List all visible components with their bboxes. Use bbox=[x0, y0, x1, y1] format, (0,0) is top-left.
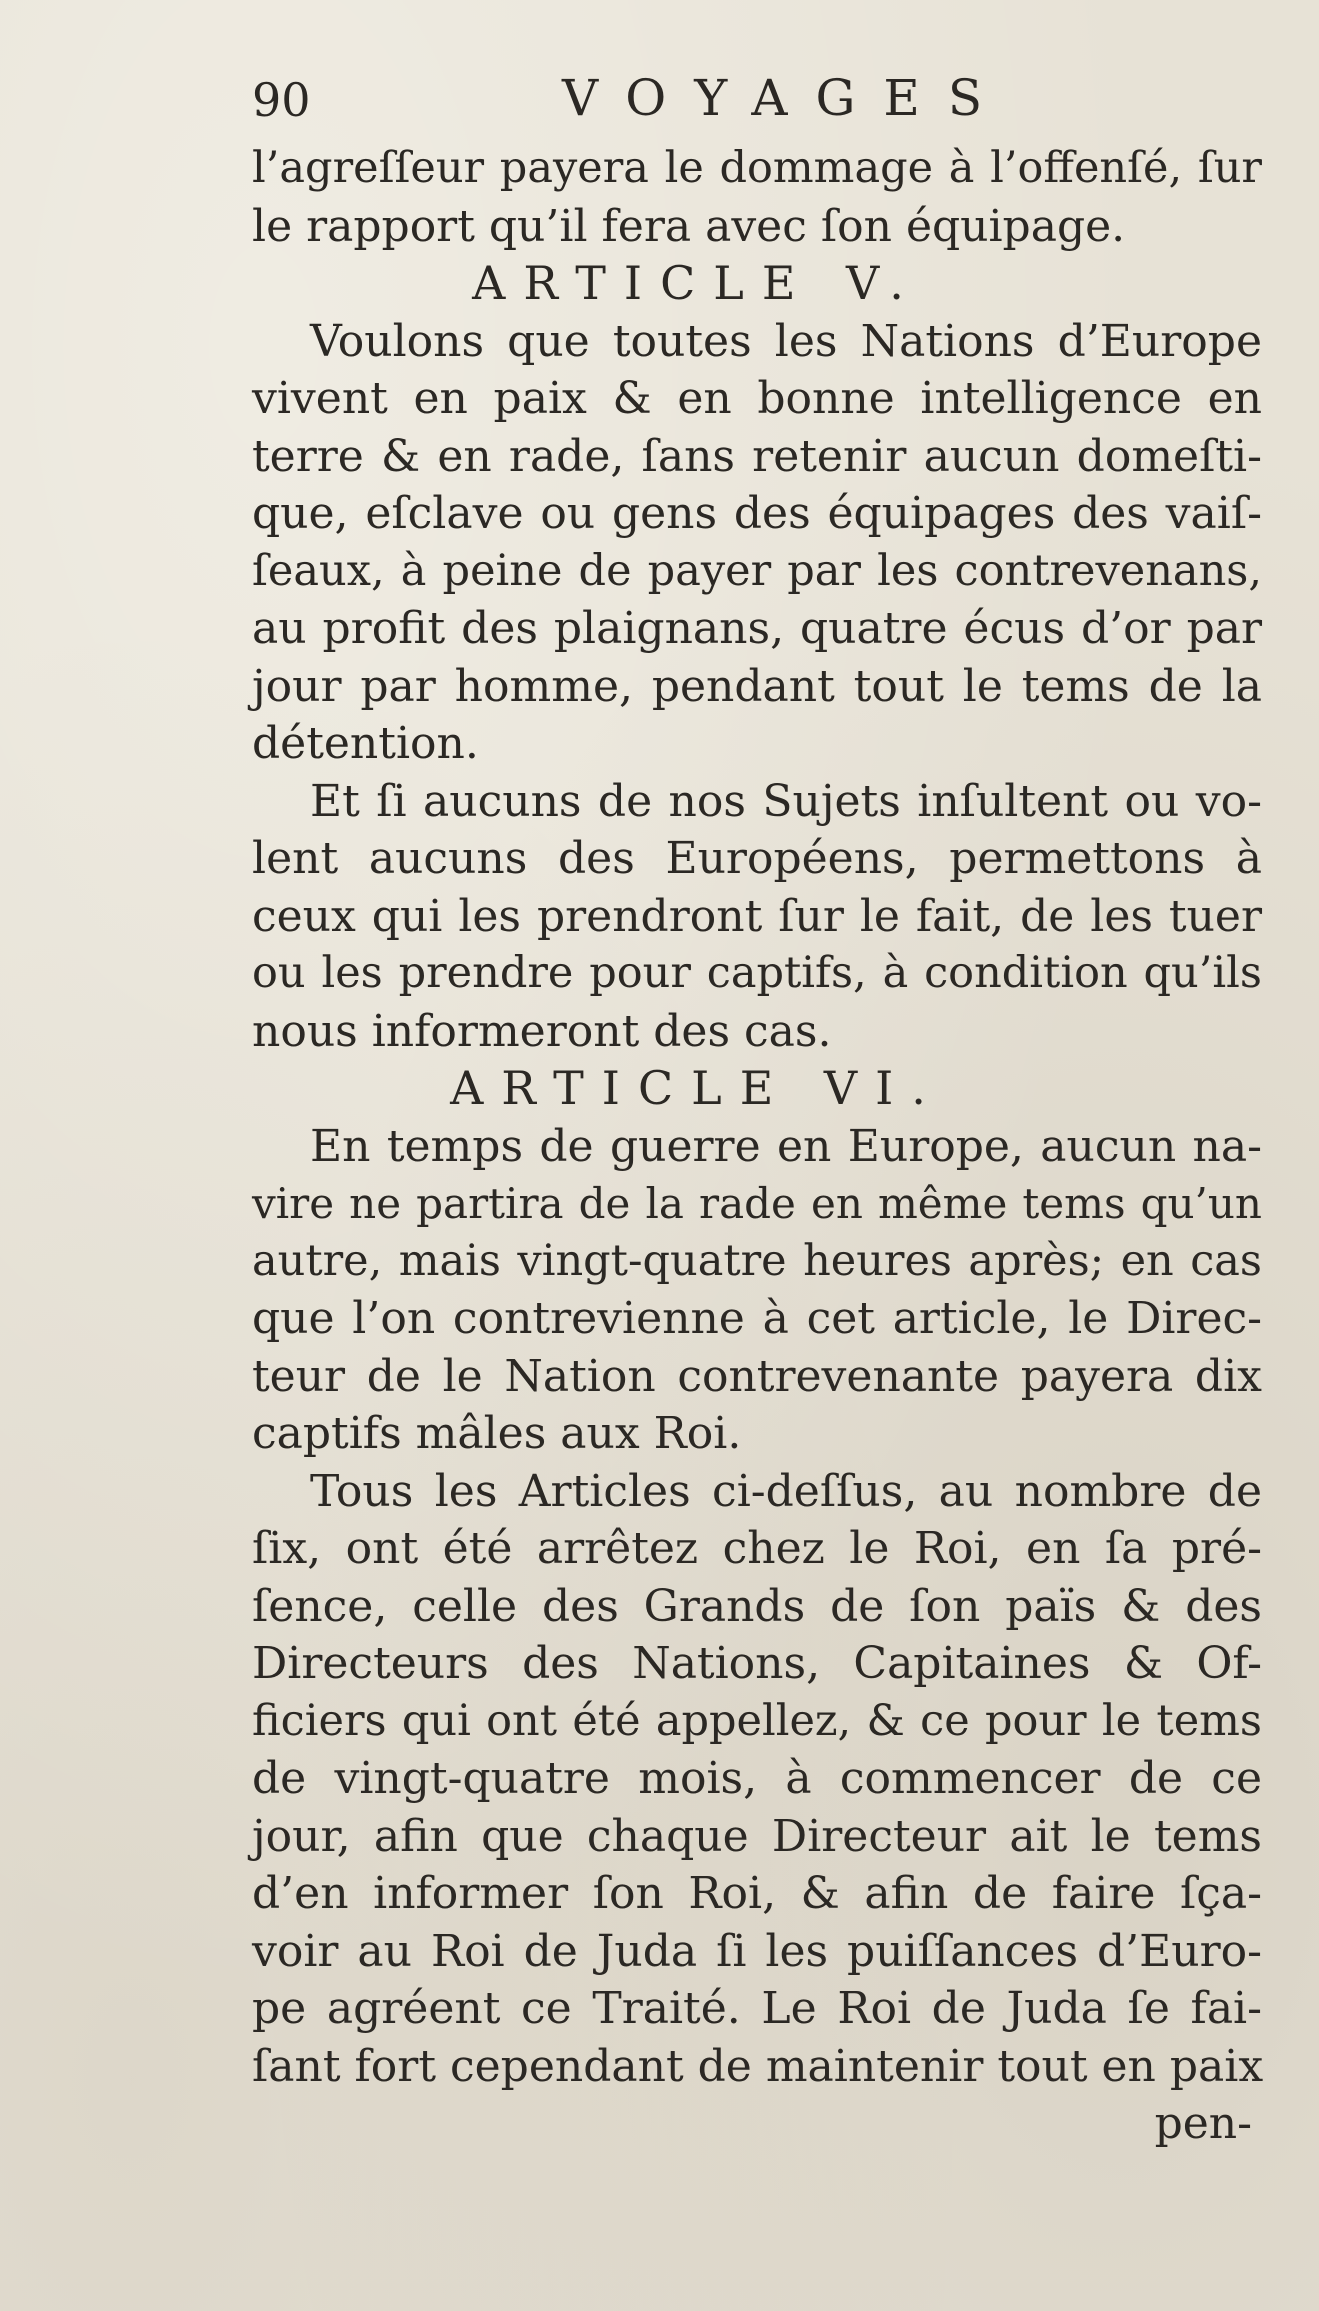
text-line: ceux qui les prendront ſur le fait, de les tuer bbox=[252, 890, 1262, 942]
text-line: Directeurs des Nations, Capitaines & Of- bbox=[252, 1638, 1262, 1689]
catchword: pen- bbox=[1154, 2098, 1252, 2149]
text-line: Voulons que toutes les Nations d’Europe bbox=[310, 315, 1262, 367]
text-line: de vingt-quatre mois, à commencer de ce bbox=[252, 1753, 1262, 1804]
text-line: que, eſclave ou gens des équipages des vaiſ- bbox=[252, 488, 1262, 539]
text-line: autre, mais vingt-quatre heures après; en cas bbox=[252, 1235, 1262, 1286]
text-line: ficiers qui ont été appellez, & ce pour le tems bbox=[252, 1695, 1262, 1746]
text-line: que l’on contrevienne à cet article, le Direc- bbox=[252, 1293, 1262, 1344]
text-line: ſant fort cependant de maintenir tout en paix bbox=[252, 2040, 1264, 2092]
text-line: En temps de guerre en Europe, aucun na- bbox=[310, 1120, 1262, 1172]
text-line: vivent en paix & en bonne intelligence en bbox=[252, 373, 1262, 424]
text-line: lent aucuns des Européens, permettons à bbox=[252, 833, 1262, 884]
text-line: le rapport qu’il fera avec ſon équipage. bbox=[252, 200, 1126, 252]
text-line: jour, afin que chaque Directeur ait le tems bbox=[252, 1810, 1262, 1862]
page-header bbox=[252, 66, 1011, 136]
text-line: terre & en rade, ſans retenir aucun domeſti- bbox=[252, 430, 1262, 482]
page-number: 90 bbox=[252, 73, 311, 127]
text-line: Tous les Articles ci-deſſus, au nombre de bbox=[310, 1465, 1262, 1517]
text-line: captifs mâles aux Roi. bbox=[252, 1408, 742, 1459]
text-line: ſix, ont été arrêtez chez le Roi, en ſa pré- bbox=[252, 1523, 1262, 1574]
text-line: ſeaux, à peine de payer par les contrevenans, bbox=[252, 545, 1262, 596]
text-line: l’agreſſeur payera le dommage à l’offenſé, ſur bbox=[252, 143, 1262, 193]
text-line: ſence, celle des Grands de ſon païs & des bbox=[252, 1580, 1262, 1632]
article-heading: ARTICLE VI. bbox=[450, 1061, 944, 1115]
text-line: d’en informer ſon Roi, & afin de faire ſça- bbox=[252, 1868, 1262, 1919]
text-line: voir au Roi de Juda ſi les puiſſances d’Euro- bbox=[252, 1925, 1262, 1977]
text-line: ou les prendre pour captifs, à condition qu’ils bbox=[252, 948, 1262, 998]
running-head: VOYAGES bbox=[562, 69, 1011, 127]
body-text bbox=[252, 140, 1262, 2153]
text-line: teur de le Nation contrevenante payera dix bbox=[252, 1350, 1262, 1402]
text-line: vire ne partira de la rade en même tems qu’un bbox=[252, 1179, 1262, 1228]
text-line: Et ſi aucuns de nos Sujets inſultent ou vo- bbox=[310, 775, 1262, 827]
text-line: au profit des plaignans, quatre écus d’or par bbox=[252, 603, 1262, 654]
text-line: pe agréent ce Traité. Le Roi de Juda ſe fai- bbox=[252, 1983, 1262, 2034]
text-line: nous informeront des cas. bbox=[252, 1005, 832, 1057]
text-line: jour par homme, pendant tout le tems de la bbox=[252, 660, 1262, 712]
text-line: détention. bbox=[252, 718, 479, 769]
article-heading: ARTICLE V. bbox=[472, 256, 922, 310]
